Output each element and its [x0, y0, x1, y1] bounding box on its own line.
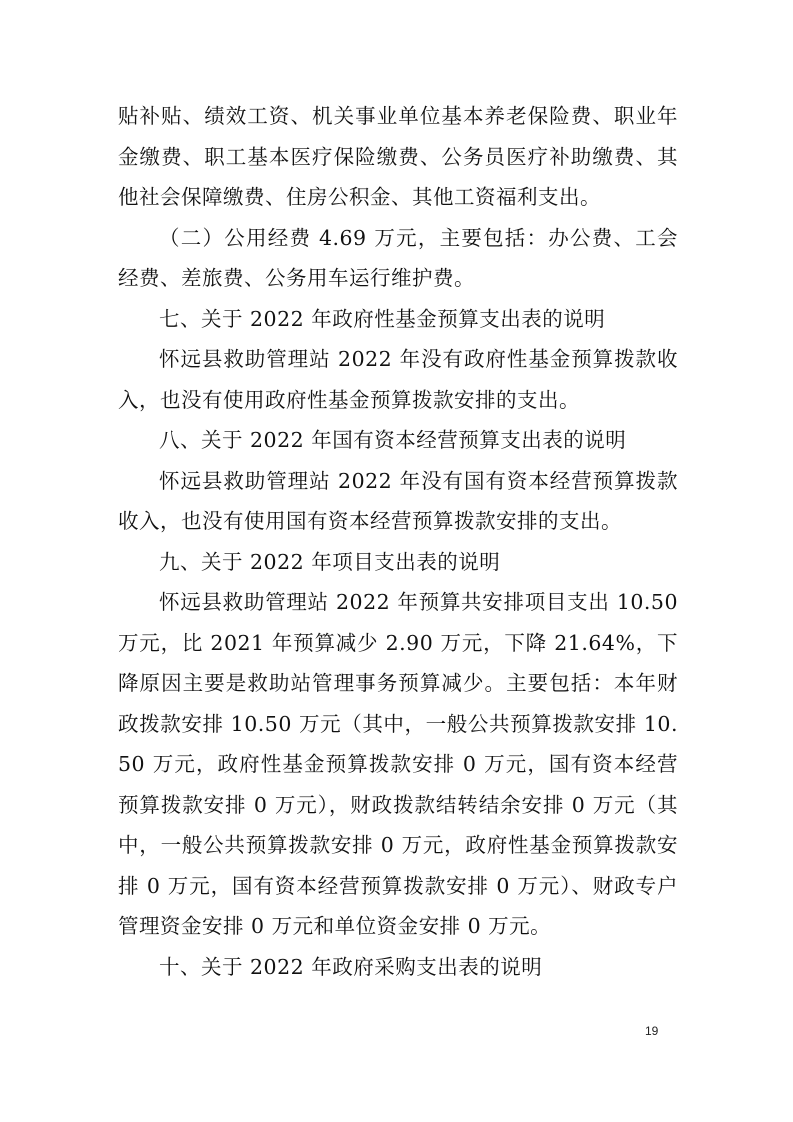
paragraph-project-expenditure: 怀远县救助管理站 2022 年预算共安排项目支出 10.50 万元，比 2021 年预算减少 2.90 万元，下降 21.64%，下降原因主要是救助站管理事务预算减少。主要包括：本年财政拨款安排 10.50 万元（其中，一般公共预算拨款安排 10.50 万元，政府性基金预算拨款安排 0 万元，国有资本经营预算拨款安排 0 万元），财政拨款结转结余安排 0 万元（其中，一般公共预算拨款安排 0 万元，政府性基金预算拨款安排 0 万元，国有资本经营预算拨款安排 0 万元）、财政专户管理资金安排 0 万元和单位资金安排 0 万元。: [118, 590, 678, 938]
section-heading-8: 八、关于 2022 年国有资本经营预算支出表的说明: [159, 428, 627, 452]
paragraph-continuation: 贴补贴、绩效工资、机关事业单位基本养老保险费、职业年金缴费、职工基本医疗保险缴费、公务员医疗补助缴费、其他社会保障缴费、住房公积金、其他工资福利支出。: [118, 104, 678, 209]
paragraph-public-expenses: （二）公用经费 4.69 万元，主要包括：办公费、工会经费、差旅费、公务用车运行维护费。: [118, 225, 678, 290]
section-heading-9: 九、关于 2022 年项目支出表的说明: [159, 549, 501, 574]
page-number: 19: [645, 1024, 659, 1038]
section-heading-7: 七、关于 2022 年政府性基金预算支出表的说明: [159, 306, 606, 331]
paragraph-state-capital: 怀远县救助管理站 2022 年没有国有资本经营预算拨款收入，也没有使用国有资本经营预算拨款安排的支出。: [118, 468, 678, 533]
paragraph-fund-budget: 怀远县救助管理站 2022 年没有政府性基金预算拨款收入，也没有使用政府性基金预算拨款安排的支出。: [118, 347, 678, 412]
section-heading-10: 十、关于 2022 年政府采购支出表的说明: [159, 954, 543, 979]
document-body: [118, 96, 678, 987]
